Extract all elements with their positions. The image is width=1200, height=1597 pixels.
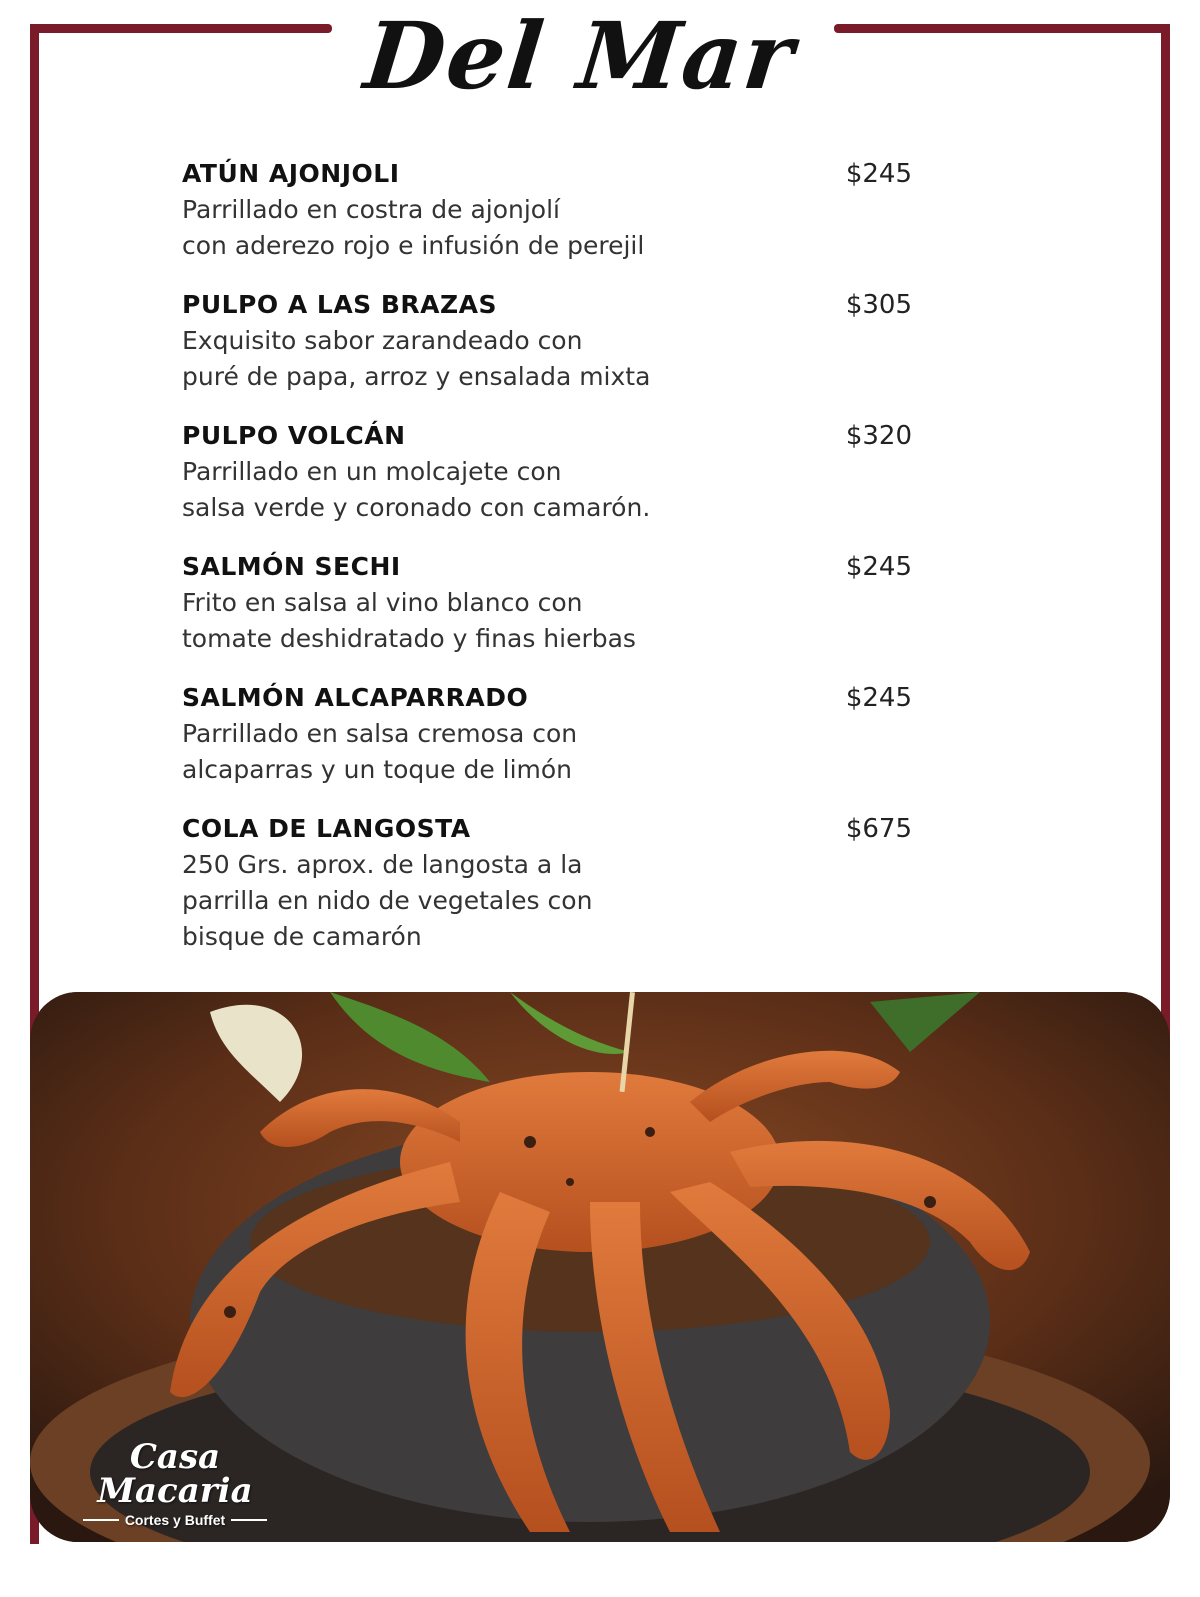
menu-item-price: $245 bbox=[845, 683, 912, 713]
logo-name: Casa Macaria bbox=[97, 1437, 253, 1511]
menu-item-price: $320 bbox=[845, 421, 912, 451]
logo-rule-left bbox=[83, 1519, 119, 1521]
menu-item-description-line: alcaparras y un toque de limón bbox=[182, 755, 573, 784]
menu-item-description-line: bisque de camarón bbox=[182, 922, 422, 951]
menu-item-description bbox=[182, 323, 912, 395]
menu-item-description-line: con aderezo rojo e infusión de perejil bbox=[182, 231, 645, 260]
menu-item-description-line: tomate deshidratado y finas hierbas bbox=[182, 624, 636, 653]
menu-item-description bbox=[182, 192, 912, 264]
menu-item-description-line: Exquisito sabor zarandeado con bbox=[182, 326, 583, 355]
frame-top-right bbox=[834, 24, 1170, 33]
brand-logo bbox=[66, 1437, 284, 1528]
menu-item-name: PULPO A LAS BRAZAS bbox=[182, 290, 498, 319]
menu-item bbox=[182, 549, 912, 657]
menu-item-name: COLA DE LANGOSTA bbox=[182, 814, 471, 843]
menu-item-description-line: Parrillado en salsa cremosa con bbox=[182, 719, 578, 748]
menu-item bbox=[182, 680, 912, 788]
menu-item bbox=[182, 156, 912, 264]
menu-item-description bbox=[182, 585, 912, 657]
menu-item-description-line: Parrillado en costra de ajonjolí bbox=[182, 195, 560, 224]
menu-item-description bbox=[182, 716, 912, 788]
frame-top-left bbox=[30, 24, 332, 33]
logo-rule-right bbox=[231, 1519, 267, 1521]
logo-subtitle-row bbox=[66, 1512, 284, 1528]
menu-item bbox=[182, 811, 912, 955]
menu-item bbox=[182, 287, 912, 395]
menu-item-name: PULPO VOLCÁN bbox=[182, 421, 406, 450]
menu-item-description-line: Parrillado en un molcajete con bbox=[182, 457, 562, 486]
menu-item-description-line: 250 Grs. aprox. de langosta a la bbox=[182, 850, 583, 879]
logo-subtitle: Cortes y Buffet bbox=[124, 1512, 226, 1528]
menu-item-name: SALMÓN ALCAPARRADO bbox=[182, 683, 529, 712]
section-title: Del Mar bbox=[359, 2, 801, 110]
menu-item-name: ATÚN AJONJOLI bbox=[182, 159, 400, 188]
menu-item bbox=[182, 418, 912, 526]
menu-item-name: SALMÓN SECHI bbox=[182, 552, 401, 581]
menu-item-description bbox=[182, 847, 912, 955]
menu-item-price: $305 bbox=[845, 290, 912, 320]
menu-item-price: $675 bbox=[845, 814, 912, 844]
menu-item-description-line: puré de papa, arroz y ensalada mixta bbox=[182, 362, 651, 391]
menu-item-description bbox=[182, 454, 912, 526]
menu-item-price: $245 bbox=[845, 552, 912, 582]
menu-list bbox=[182, 156, 912, 978]
menu-item-description-line: salsa verde y coronado con camarón. bbox=[182, 493, 651, 522]
menu-item-price: $245 bbox=[845, 159, 912, 189]
menu-item-description-line: Frito en salsa al vino blanco con bbox=[182, 588, 583, 617]
frame-right bbox=[1161, 24, 1170, 1064]
menu-item-description-line: parrilla en nido de vegetales con bbox=[182, 886, 593, 915]
